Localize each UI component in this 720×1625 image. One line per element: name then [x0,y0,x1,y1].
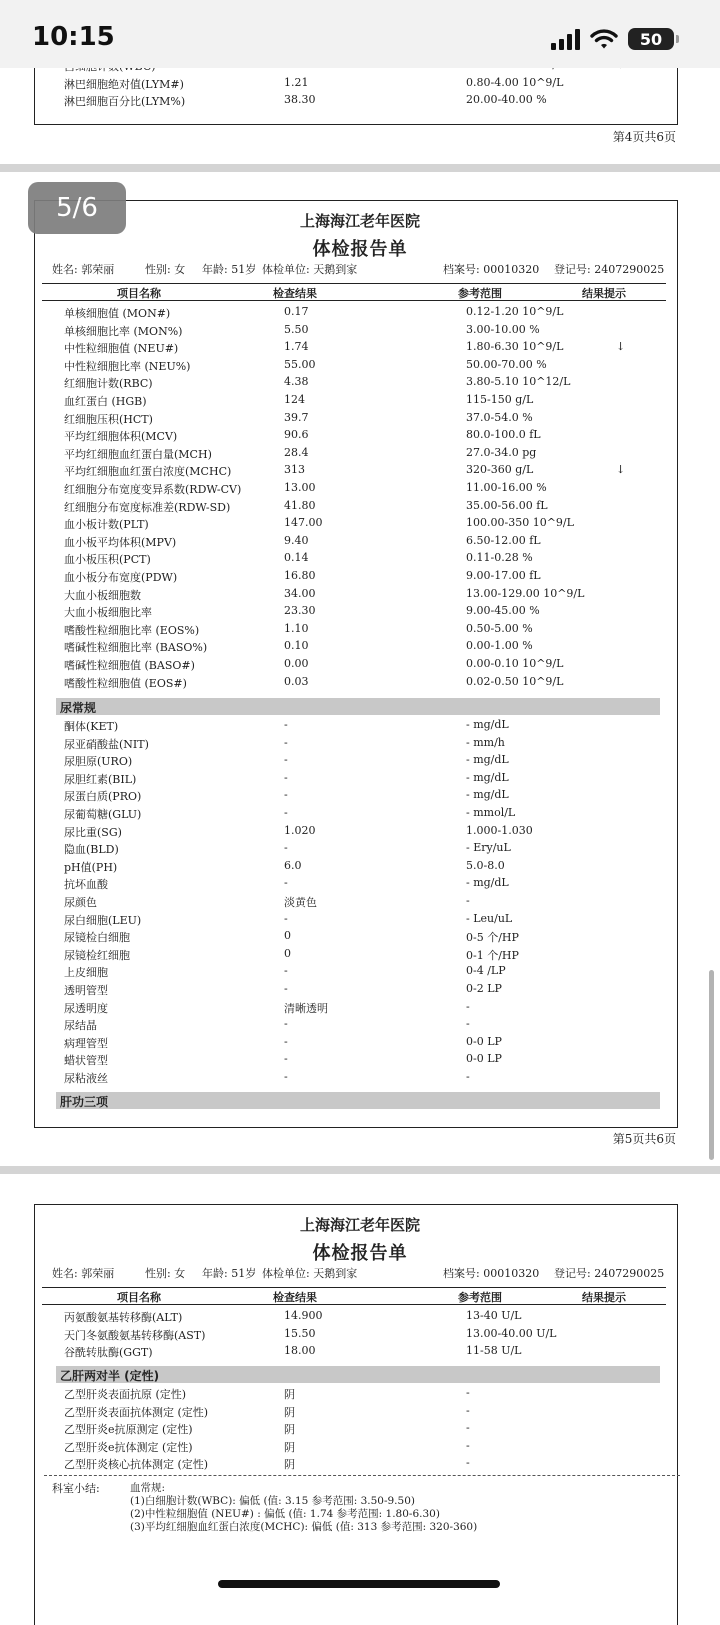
item-reference: 11-58 U/L [466,1344,522,1358]
table-top-rule [42,283,666,284]
item-reference: - mg/dL [466,876,509,890]
item-reference: 100.00-350 10^9/L [466,516,574,530]
section-hepatitis-b [56,1366,660,1383]
table-row [44,751,664,769]
table-row [44,91,664,109]
table-row [44,1307,664,1325]
page4-footer: 第4页共6页 [612,130,676,144]
table-row [44,321,664,339]
item-reference: 9.00-45.00 % [466,604,540,618]
item-name: 平均红细胞血红蛋白量(MCH) [64,447,212,461]
table-row [44,716,664,734]
item-result: 16.80 [284,569,316,582]
item-flag: ↓ [616,463,626,477]
item-reference: 1.000-1.030 [466,823,533,837]
item-name: 乙型肝炎e抗原测定 (定性) [64,1423,193,1437]
battery-icon: 50 [628,28,674,50]
table-row [44,1015,664,1033]
wifi-icon [590,28,618,50]
item-reference: 0.12-1.20 10^9/L [466,305,564,318]
item-name: 嗜酸性粒细胞比率 (EOS%) [64,623,200,637]
col-header-flag: 结果提示 [582,287,626,300]
col-header-ref: 参考范围 [458,1291,502,1304]
item-name: 乙型肝炎e抗体测定 (定性) [64,1440,193,1454]
item-result: 阴 [284,1440,295,1454]
item-reference: - Leu/uL [466,911,513,925]
item-name: 红细胞压积(HCT) [64,412,153,426]
item-result: 1.21 [284,75,309,89]
item-reference: 0-0 LP [466,1052,502,1066]
table-row [44,1402,664,1420]
item-result: 0.03 [284,674,309,688]
status-time: 10:15 [32,22,115,52]
item-result: 5.50 [284,322,309,336]
table-row [44,74,664,92]
patient-gender: 性别: 女 [145,263,186,276]
item-result: - [284,1034,288,1048]
item-reference: 0.11-0.28 % [466,551,533,565]
item-result: 阴 [284,1405,295,1419]
col-header-result: 检查结果 [273,1291,317,1304]
table-header-rule [42,300,666,301]
table-row [44,998,664,1016]
summary-line: (2)中性粒细胞值 (NEU#) : 偏低 (值: 1.74 参考范围: 1.80-6.30) [130,1508,440,1520]
section-title: 乙肝两对半 (定性) [60,1369,160,1383]
item-reference: - [466,1403,470,1417]
item-result: 6.0 [284,858,302,872]
patient-age: 年龄: 51岁 [202,263,257,276]
item-reference: 80.0-100.0 fL [466,428,541,442]
item-name: 嗜碱性粒细胞比率 (BASO%) [64,641,208,655]
item-result: 9.40 [284,533,309,547]
table-row [44,303,664,321]
table-row [44,1437,664,1455]
item-reference: 50.00-70.00 % [466,357,547,371]
item-name: 血小板平均体积(MPV) [64,535,177,549]
item-result: 15.50 [284,1326,316,1340]
item-reference: - [466,1456,470,1470]
item-reference: 9.00-17.00 fL [466,569,541,582]
item-reference: - [466,1017,470,1031]
scrollbar[interactable] [709,970,714,1160]
table-row [44,567,664,585]
summary-line: (1)白细胞计数(WBC): 偏低 (值: 3.15 参考范围: 3.50-9.50) [130,1495,415,1507]
cellular-signal-icon [551,28,580,50]
item-result: 阴 [284,1458,295,1472]
table-row [44,734,664,752]
item-name: 尿透明度 [64,1001,108,1015]
patient-name: 姓名: 郭荣丽 [52,263,115,276]
item-name: 淋巴细胞绝对值(LYM#) [64,77,184,91]
item-result: 14.900 [284,1309,323,1322]
item-reference: 5.0-8.0 [466,858,505,872]
patient-age: 年龄: 51岁 [202,1267,257,1280]
item-name: 乙型肝炎表面抗原 (定性) [64,1388,187,1401]
item-result: 0.00 [284,657,309,670]
item-reference: 0.00-1.00 % [466,639,533,653]
item-result: 清晰透明 [284,1001,328,1015]
item-name: 大血小板细胞数 [64,588,141,602]
file-number: 档案号: 00010320 [443,263,540,276]
table-row [44,822,664,840]
item-result: 0.10 [284,639,309,653]
registration-number: 登记号: 2407290025 [554,263,665,276]
item-name: 谷酰转肽酶(GGT) [64,1346,153,1360]
col-header-result: 检查结果 [273,287,317,300]
table-row [44,769,664,787]
item-name: pH值(PH) [64,860,118,874]
summary-line: (3)平均红细胞血红蛋白浓度(MCHC): 偏低 (值: 313 参考范围: 320-360) [130,1521,478,1533]
item-reference: 27.0-34.0 pg [466,445,537,459]
item-reference: - [466,1070,470,1083]
item-reference: 13.00-40.00 U/L [466,1326,557,1340]
table-row [44,1384,664,1402]
table-row [44,980,664,998]
table-row [44,839,664,857]
page-gap [0,164,720,172]
item-result: 1.020 [284,823,316,837]
table-row [44,409,664,427]
table-row [44,927,664,945]
item-result: 1.74 [284,340,309,354]
item-name: 红细胞计数(RBC) [64,377,153,391]
status-bar [0,0,720,68]
item-result: - [284,964,288,978]
col-header-name: 项目名称 [117,287,161,300]
item-name: 血红蛋白 (HGB) [64,395,147,408]
table-row [44,602,664,620]
table-row [44,391,664,409]
table-row [44,962,664,980]
home-indicator[interactable] [218,1580,500,1588]
item-name: 嗜碱性粒细胞值 (BASO#) [64,659,195,672]
item-result: - [284,788,288,802]
table-row [44,945,664,963]
table-row [44,655,664,673]
item-reference: 13-40 U/L [466,1309,522,1322]
item-result: 0.14 [284,551,309,565]
table-row [44,444,664,462]
exam-unit: 体检单位: 天鹅到家 [262,263,358,276]
item-name: 蜡状管型 [64,1054,108,1068]
item-name: 隐血(BLD) [64,843,119,857]
item-name: 血小板压积(PCT) [64,553,151,567]
page-indicator-badge: 5/6 [28,182,126,234]
item-result: - [284,1017,288,1031]
item-name: 抗坏血酸 [64,878,108,892]
item-reference: 0-4 /LP [466,964,506,978]
registration-number: 登记号: 2407290025 [554,1267,665,1280]
table-row [44,857,664,875]
item-name: 淋巴细胞百分比(LYM%) [64,95,186,109]
table-row [44,637,664,655]
item-reference: 0.00-0.10 10^9/L [466,657,564,670]
item-name: 尿结晶 [64,1019,97,1033]
item-result: 41.80 [284,498,316,512]
section-urine-routine [56,698,660,715]
item-reference: 20.00-40.00 % [466,93,547,107]
item-result: 90.6 [284,428,309,442]
item-name: 单核细胞值 (MON#) [64,307,171,320]
item-name: 上皮细胞 [64,966,108,980]
table-row [44,1342,664,1360]
item-result: 13.00 [284,481,316,494]
section-title: 尿常规 [60,701,97,715]
item-reference: 0.50-5.00 % [466,621,533,635]
item-result: 39.7 [284,410,309,424]
item-reference: - mg/dL [466,753,509,767]
item-reference: - [466,1438,470,1452]
item-reference: 3.80-5.10 10^12/L [466,375,571,389]
item-reference: - [466,894,470,907]
item-name: 大血小板细胞比率 [64,606,152,620]
item-result: 0 [284,929,291,943]
item-name: 尿镜检红细胞 [64,948,130,962]
item-reference: 6.50-12.00 fL [466,533,541,547]
item-result: 0 [284,946,291,960]
item-name: 病理管型 [64,1036,108,1050]
item-result: 38.30 [284,93,316,107]
table-row [44,1033,664,1051]
item-name: 天门冬氨酸氨基转移酶(AST) [64,1328,206,1342]
item-result: 0.17 [284,305,309,318]
item-result: 4.38 [284,375,309,389]
table-row [44,532,664,550]
item-result: - [284,806,288,819]
item-reference: 115-150 g/L [466,393,534,406]
item-result: - [284,753,288,767]
item-result: - [284,770,288,784]
item-result: 阴 [284,1388,295,1401]
item-reference: - [466,999,470,1013]
item-name: 乙型肝炎核心抗体测定 (定性) [64,1458,209,1472]
summary-label: 科室小结: [52,1482,100,1495]
table-row [44,892,664,910]
item-reference: 0-1 个/HP [466,948,519,962]
item-name: 尿镜检白细胞 [64,931,130,945]
item-result: - [284,735,288,749]
summary-divider [44,1475,680,1476]
table-row [44,874,664,892]
item-result: - [284,1052,288,1066]
hospital-name: 上海海江老年医院 [299,212,420,230]
item-result: - [284,841,288,855]
report-title: 体检报告单 [312,1243,408,1264]
col-header-flag: 结果提示 [582,1291,626,1304]
item-name: 乙型肝炎表面抗体测定 (定性) [64,1405,209,1419]
item-reference: - Ery/uL [466,841,511,855]
item-reference: 1.80-6.30 10^9/L [466,340,564,354]
item-name: 尿胆红素(BIL) [64,772,137,786]
item-name: 尿白细胞(LEU) [64,913,142,927]
item-name: 嗜酸性粒细胞值 (EOS#) [64,676,187,690]
item-name: 尿胆原(URO) [64,755,133,769]
table-row [44,585,664,603]
table-row [44,1068,664,1086]
item-result: 55.00 [284,357,316,371]
table-header-rule [42,1304,666,1305]
item-result: 28.4 [284,445,309,459]
table-row [44,1050,664,1068]
table-top-rule [42,1287,666,1288]
table-row [44,1325,664,1343]
item-reference: 3.00-10.00 % [466,322,540,336]
item-reference: - [466,1421,470,1435]
summary-line: 血常规: [130,1482,166,1494]
item-name: 尿蛋白质(PRO) [64,790,142,804]
item-reference: 320-360 g/L [466,463,534,477]
item-reference: - mg/dL [466,770,509,784]
item-name: 血小板计数(PLT) [64,518,149,532]
item-name: 单核细胞比率 (MON%) [64,324,183,338]
item-result: - [284,1070,288,1083]
table-row [44,356,664,374]
patient-gender: 性别: 女 [145,1267,186,1280]
item-name: 平均红细胞血红蛋白浓度(MCHC) [64,465,232,479]
item-name: 丙氨酸氨基转移酶(ALT) [64,1311,183,1324]
item-reference: 11.00-16.00 % [466,481,547,494]
item-flag: ↓ [616,340,626,354]
table-row [44,479,664,497]
item-result: 18.00 [284,1344,316,1358]
item-result: 34.00 [284,586,316,600]
table-row [44,373,664,391]
item-result: - [284,911,288,925]
exam-unit: 体检单位: 天鹅到家 [262,1267,358,1280]
item-reference: 0-5 个/HP [466,931,519,945]
item-name: 平均红细胞体积(MCV) [64,430,178,444]
item-result: 23.30 [284,604,316,618]
col-header-name: 项目名称 [117,1291,161,1304]
hospital-name: 上海海江老年医院 [299,1216,420,1234]
item-name: 中性粒细胞值 (NEU#) [64,342,179,356]
item-reference: 0.80-4.00 10^9/L [466,75,564,89]
table-row [44,514,664,532]
table-row [44,1454,664,1472]
item-name: 尿亚硝酸盐(NIT) [64,737,149,751]
item-name: 中性粒细胞比率 (NEU%) [64,359,191,373]
item-reference: - [466,1386,470,1399]
item-name: 透明管型 [64,984,108,997]
table-row [44,673,664,691]
table-row [44,497,664,515]
item-reference: 37.0-54.0 % [466,410,533,424]
section-liver-function [56,1092,660,1109]
item-result: 124 [284,393,305,406]
item-reference: 0-2 LP [466,982,502,995]
table-row [44,804,664,822]
item-name: 尿比重(SG) [64,825,122,839]
status-icons [551,28,674,50]
item-reference: - mg/dL [466,718,509,731]
item-name: 酮体(KET) [64,720,119,733]
col-header-ref: 参考范围 [458,287,502,300]
item-reference: 0.02-0.50 10^9/L [466,674,564,688]
table-row [44,1419,664,1437]
page5-footer: 第5页共6页 [612,1132,676,1146]
item-reference: - mg/dL [466,788,509,802]
item-name: 尿葡萄糖(GLU) [64,808,142,821]
report-title: 体检报告单 [312,239,408,260]
table-row [44,620,664,638]
table-row [44,786,664,804]
item-name: 尿粘液丝 [64,1072,108,1085]
item-reference: 13.00-129.00 10^9/L [466,586,585,600]
item-result: - [284,876,288,890]
item-result: 1.10 [284,621,309,635]
file-number: 档案号: 00010320 [443,1267,540,1280]
page-gap [0,1166,720,1174]
item-result: 313 [284,463,305,477]
item-reference: - mm/h [466,735,505,749]
item-name: 血小板分布宽度(PDW) [64,571,178,584]
item-reference: 0-0 LP [466,1034,502,1048]
table-row [44,549,664,567]
section-title: 肝功三项 [60,1095,109,1109]
table-row [44,426,664,444]
table-row [44,910,664,928]
item-result: - [284,982,288,995]
table-row [44,461,664,479]
patient-name: 姓名: 郭荣丽 [52,1267,115,1280]
item-name: 红细胞分布宽度变异系数(RDW-CV) [64,483,242,496]
table-row [44,338,664,356]
item-result: 阴 [284,1423,295,1437]
item-name: 尿颜色 [64,896,97,909]
item-reference: - mmol/L [466,806,516,819]
item-name: 红细胞分布宽度标准差(RDW-SD) [64,500,231,514]
item-reference: 35.00-56.00 fL [466,498,548,512]
item-result: - [284,718,288,731]
item-result: 147.00 [284,516,323,530]
item-result: 淡黄色 [284,896,317,909]
